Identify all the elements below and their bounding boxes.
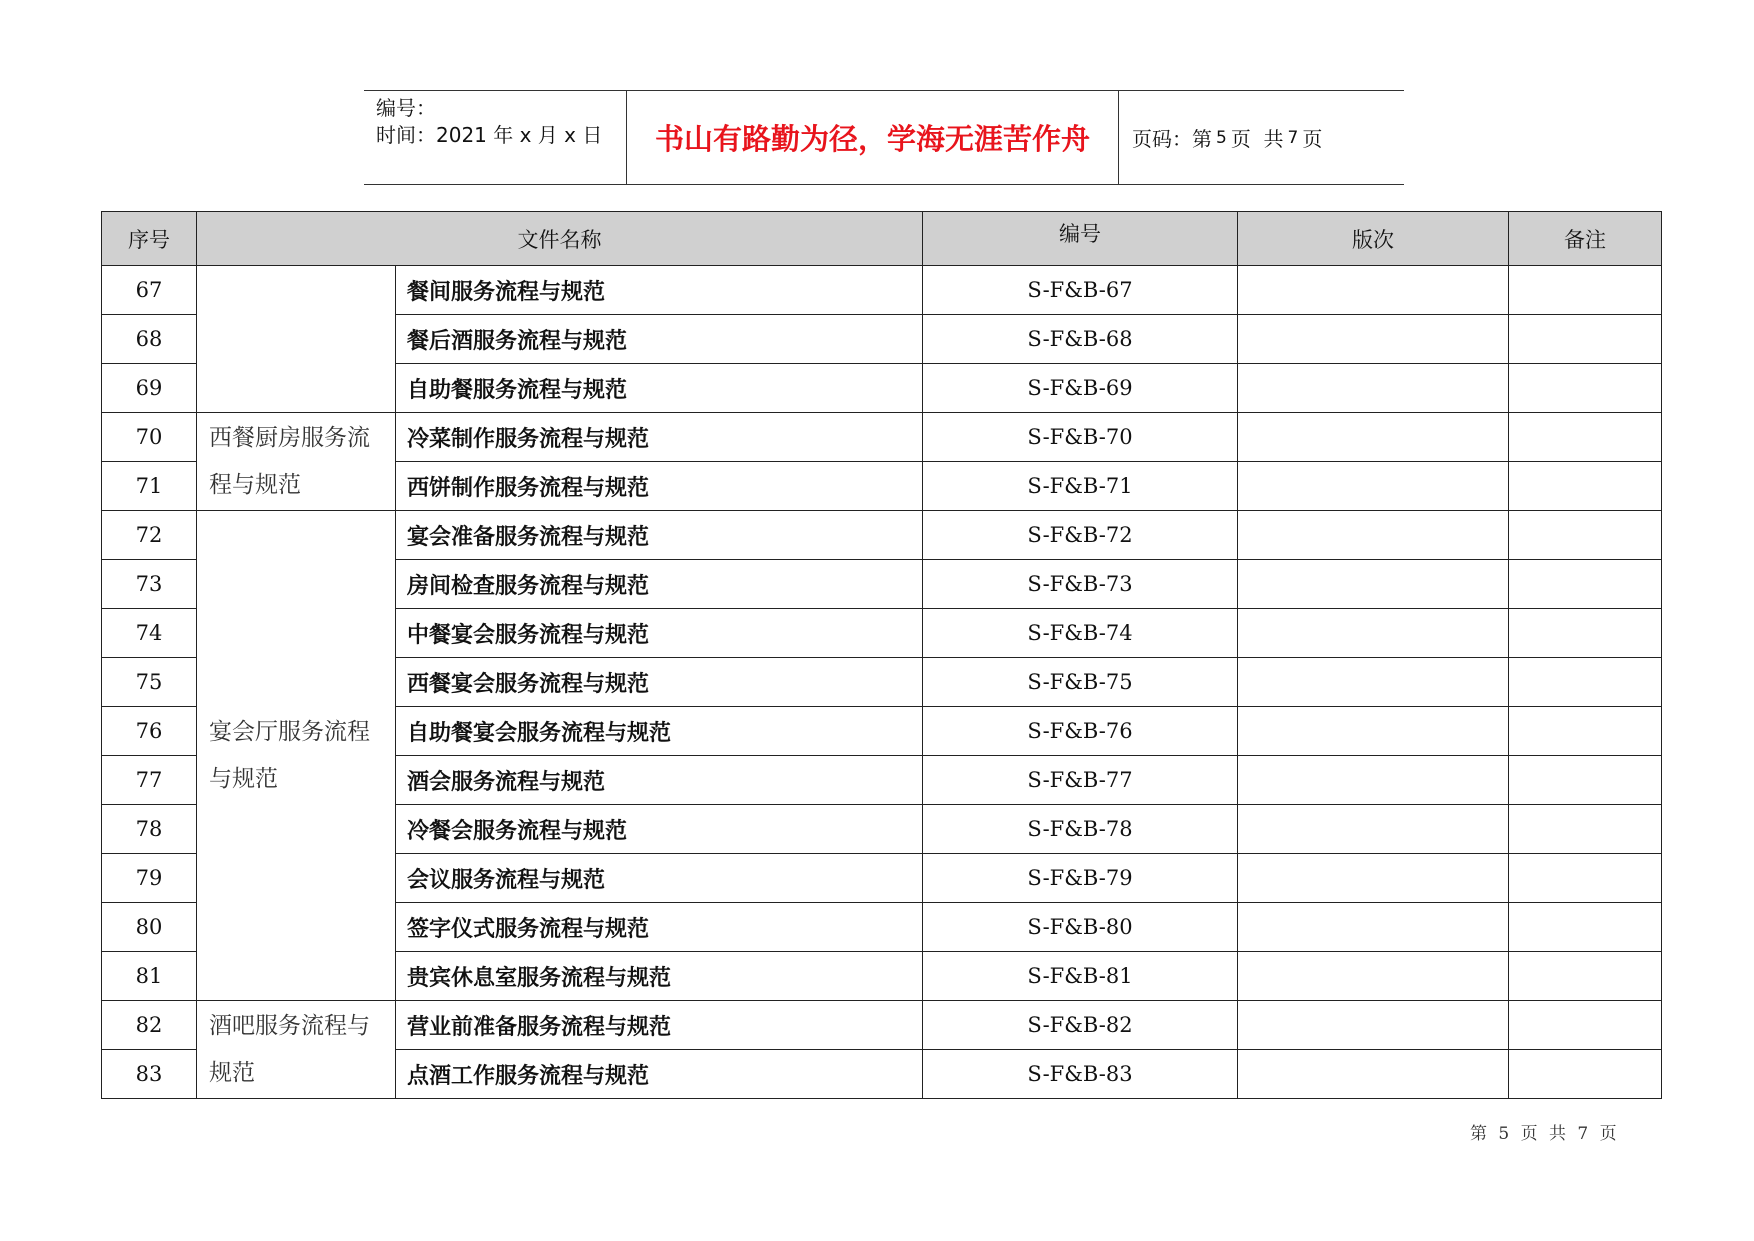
table-row xyxy=(102,1001,1662,1050)
row-seq: 79 xyxy=(102,854,197,903)
page-prefix: 页码：第 xyxy=(1132,127,1212,151)
row-remarks xyxy=(1509,315,1662,364)
row-code: S-F&B-76 xyxy=(923,707,1238,756)
row-file-name: 西餐宴会服务流程与规范 xyxy=(396,658,923,707)
page-current: 5 xyxy=(1216,127,1227,148)
row-file-name: 冷餐会服务流程与规范 xyxy=(396,805,923,854)
row-seq: 72 xyxy=(102,511,197,560)
table-row xyxy=(102,413,1662,462)
row-code: S-F&B-82 xyxy=(923,1001,1238,1050)
row-version xyxy=(1238,658,1509,707)
row-file-name: 酒会服务流程与规范 xyxy=(396,756,923,805)
row-remarks xyxy=(1509,756,1662,805)
table-header-row xyxy=(102,212,1662,266)
row-file-name: 自助餐服务流程与规范 xyxy=(396,364,923,413)
row-file-name: 贵宾休息室服务流程与规范 xyxy=(396,952,923,1001)
row-version xyxy=(1238,266,1509,315)
row-remarks xyxy=(1509,511,1662,560)
row-file-name: 会议服务流程与规范 xyxy=(396,854,923,903)
row-file-name: 自助餐宴会服务流程与规范 xyxy=(396,707,923,756)
page-total: 7 xyxy=(1287,127,1299,148)
row-version xyxy=(1238,903,1509,952)
row-remarks xyxy=(1509,707,1662,756)
table-row xyxy=(102,266,1662,315)
row-version xyxy=(1238,756,1509,805)
row-remarks xyxy=(1509,364,1662,413)
page-suffix: 页 xyxy=(1302,127,1323,151)
header-version: 版次 xyxy=(1238,212,1509,266)
row-remarks xyxy=(1509,903,1662,952)
number-label: 编号： xyxy=(376,96,436,120)
row-version xyxy=(1238,511,1509,560)
row-code: S-F&B-77 xyxy=(923,756,1238,805)
row-seq: 83 xyxy=(102,1050,197,1099)
motto: 书山有路勤为径，学海无涯苦作舟 xyxy=(627,91,1119,184)
row-code: S-F&B-72 xyxy=(923,511,1238,560)
row-seq: 70 xyxy=(102,413,197,462)
table-row xyxy=(102,511,1662,560)
document-index-table xyxy=(101,211,1662,1099)
row-seq: 75 xyxy=(102,658,197,707)
row-code: S-F&B-73 xyxy=(923,560,1238,609)
row-file-name: 餐后酒服务流程与规范 xyxy=(396,315,923,364)
row-code: S-F&B-83 xyxy=(923,1050,1238,1099)
group-label xyxy=(197,266,396,413)
row-seq: 78 xyxy=(102,805,197,854)
header-code: 编号 xyxy=(923,212,1238,266)
row-file-name: 点酒工作服务流程与规范 xyxy=(396,1050,923,1099)
page-indicator xyxy=(1119,91,1404,184)
page-footer: 第 5 页 共 7 页 xyxy=(1470,1124,1617,1144)
row-code: S-F&B-78 xyxy=(923,805,1238,854)
header-remarks: 备注 xyxy=(1509,212,1662,266)
row-code: S-F&B-74 xyxy=(923,609,1238,658)
row-file-name: 宴会准备服务流程与规范 xyxy=(396,511,923,560)
row-version xyxy=(1238,805,1509,854)
row-code: S-F&B-80 xyxy=(923,903,1238,952)
row-file-name: 房间检查服务流程与规范 xyxy=(396,560,923,609)
row-code: S-F&B-75 xyxy=(923,658,1238,707)
row-seq: 76 xyxy=(102,707,197,756)
row-code: S-F&B-68 xyxy=(923,315,1238,364)
header-seq: 序号 xyxy=(102,212,197,266)
row-code: S-F&B-67 xyxy=(923,266,1238,315)
row-version xyxy=(1238,413,1509,462)
row-version xyxy=(1238,707,1509,756)
row-version xyxy=(1238,462,1509,511)
row-version xyxy=(1238,315,1509,364)
row-version xyxy=(1238,1050,1509,1099)
row-version xyxy=(1238,854,1509,903)
row-seq: 71 xyxy=(102,462,197,511)
document-header xyxy=(364,90,1404,185)
page-mid: 页 共 xyxy=(1230,127,1284,151)
row-seq: 81 xyxy=(102,952,197,1001)
table-body xyxy=(102,266,1662,1099)
row-remarks xyxy=(1509,560,1662,609)
header-meta xyxy=(364,91,627,184)
row-seq: 74 xyxy=(102,609,197,658)
row-seq: 73 xyxy=(102,560,197,609)
row-remarks xyxy=(1509,952,1662,1001)
row-file-name: 营业前准备服务流程与规范 xyxy=(396,1001,923,1050)
row-remarks xyxy=(1509,609,1662,658)
row-version xyxy=(1238,364,1509,413)
row-seq: 67 xyxy=(102,266,197,315)
row-remarks xyxy=(1509,1001,1662,1050)
row-version xyxy=(1238,1001,1509,1050)
row-file-name: 中餐宴会服务流程与规范 xyxy=(396,609,923,658)
row-code: S-F&B-69 xyxy=(923,364,1238,413)
row-file-name: 餐间服务流程与规范 xyxy=(396,266,923,315)
row-version xyxy=(1238,560,1509,609)
row-file-name: 签字仪式服务流程与规范 xyxy=(396,903,923,952)
row-seq: 68 xyxy=(102,315,197,364)
row-code: S-F&B-81 xyxy=(923,952,1238,1001)
row-remarks xyxy=(1509,462,1662,511)
row-remarks xyxy=(1509,854,1662,903)
row-version xyxy=(1238,952,1509,1001)
row-remarks xyxy=(1509,413,1662,462)
row-seq: 82 xyxy=(102,1001,197,1050)
row-file-name: 冷菜制作服务流程与规范 xyxy=(396,413,923,462)
row-remarks xyxy=(1509,1050,1662,1099)
row-code: S-F&B-70 xyxy=(923,413,1238,462)
group-label: 酒吧服务流程与规范 xyxy=(197,1001,396,1099)
group-label: 宴会厅服务流程与规范 xyxy=(197,511,396,1001)
row-remarks xyxy=(1509,805,1662,854)
row-remarks xyxy=(1509,658,1662,707)
date-label: 时间：2021 年 x 月 x 日 xyxy=(376,123,603,147)
row-code: S-F&B-79 xyxy=(923,854,1238,903)
row-seq: 69 xyxy=(102,364,197,413)
row-code: S-F&B-71 xyxy=(923,462,1238,511)
row-remarks xyxy=(1509,266,1662,315)
row-seq: 77 xyxy=(102,756,197,805)
row-file-name: 西饼制作服务流程与规范 xyxy=(396,462,923,511)
row-seq: 80 xyxy=(102,903,197,952)
group-label: 西餐厨房服务流程与规范 xyxy=(197,413,396,511)
row-version xyxy=(1238,609,1509,658)
header-file-name: 文件名称 xyxy=(197,212,923,266)
